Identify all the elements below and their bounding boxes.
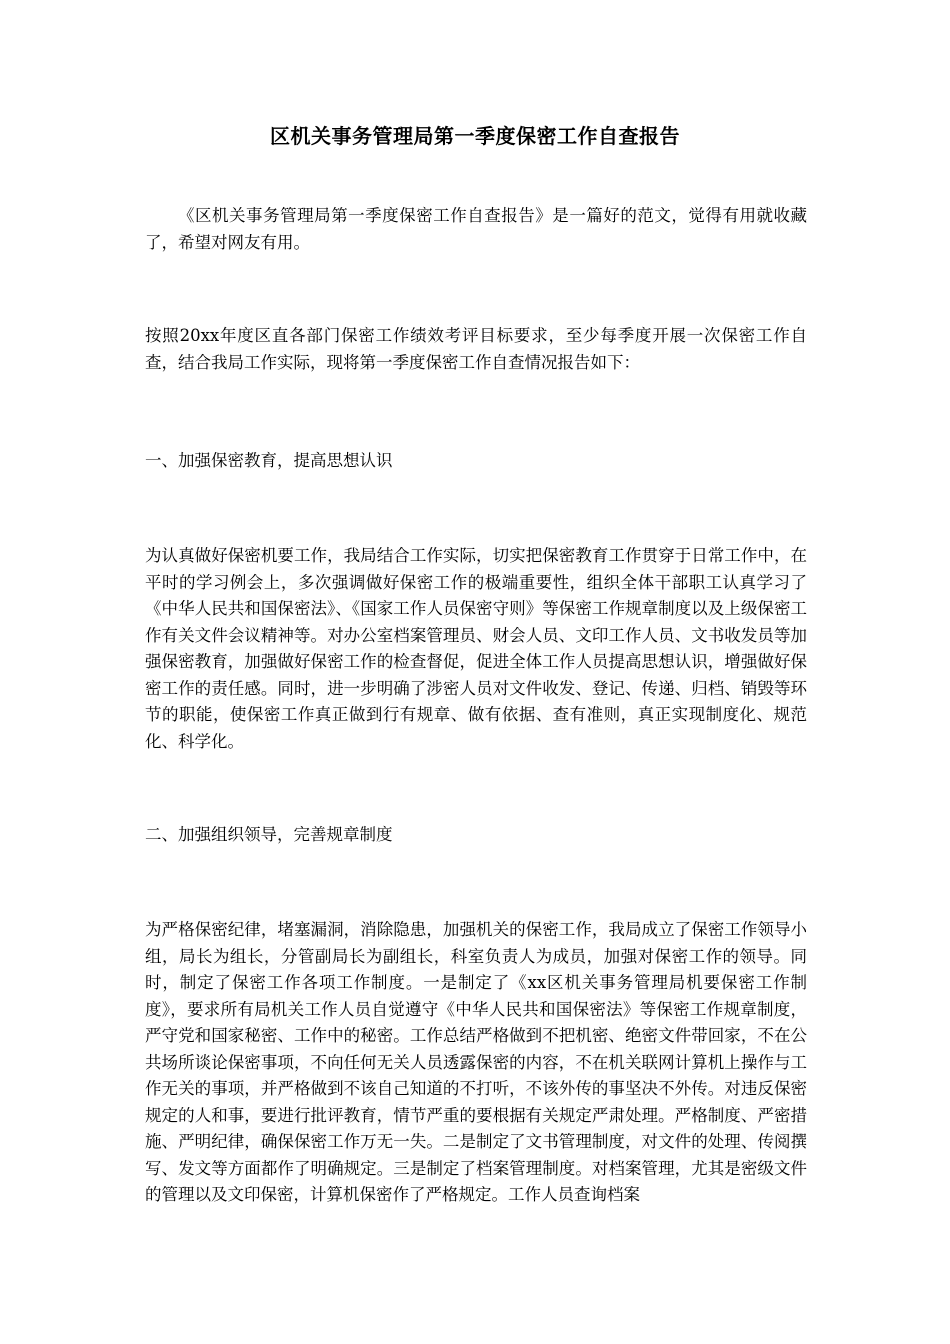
- section-heading-2: 二、加强组织领导，完善规章制度: [145, 825, 393, 844]
- basis-paragraph: 按照20xx年度区直各部门保密工作绩效考评目标要求，至少每季度开展一次保密工作自查，结合我局工作实际，现将第一季度保密工作自查情况报告如下：: [145, 326, 807, 372]
- section-body-2: 为严格保密纪律，堵塞漏洞，消除隐患，加强机关的保密工作，我局成立了保密工作领导小组，局长为组长，分管副局长为副组长，科室负责人为成员，加强对保密工作的领导。同时，制定了保密工作各项工作制度。一是制定了《xx区机关事务管理局机要保密工作制度》，要求所有局机关工作人员自觉遵守《中华人民共和国保密法》等保密工作规章制度，严守党和国家秘密、工作中的秘密。工作总结严格做到不把机密、绝密文件带回家，不在公共场所谈论保密事项，不向任何无关人员透露保密的内容，不在机关联网计算机上操作与工作无关的事项，并严格做到不该自己知道的不打听，不该外传的事坚决不外传。对违反保密规定的人和事，要进行批评教育，情节严重的要根据有关规定严肃处理。严格制度、严密措施、严明纪律，确保保密工作万无一失。二是制定了文书管理制度，对文件的处理、传阅撰写、发文等方面都作了明确规定。三是制定了档案管理制度。对档案管理，尤其是密级文件的管理以及文印保密，计算机保密作了严格规定。工作人员查询档案: [145, 920, 807, 1204]
- section-body-1: 为认真做好保密机要工作，我局结合工作实际，切实把保密教育工作贯穿于日常工作中，在平时的学习例会上，多次强调做好保密工作的极端重要性，组织全体干部职工认真学习了《中华人民共和国保密法》、《国家工作人员保密守则》等保密工作规章制度以及上级保密工作有关文件会议精神等。对办公室档案管理员、财会人员、文印工作人员、文书收发员等加强保密教育，加强做好保密工作的检查督促，促进全体工作人员提高思想认识，增强做好保密工作的责任感。同时，进一步明确了涉密人员对文件收发、登记、传递、归档、销毁等环节的职能，使保密工作真正做到行有规章、做有依据、查有准则，真正实现制度化、规范化、科学化。: [145, 546, 807, 751]
- intro-paragraph: 《区机关事务管理局第一季度保密工作自查报告》是一篇好的范文，觉得有用就收藏了，希望对网友有用。: [145, 206, 807, 252]
- section-heading-1: 一、加强保密教育，提高思想认识: [145, 451, 393, 470]
- document-title: 区机关事务管理局第一季度保密工作自查报告: [270, 124, 680, 148]
